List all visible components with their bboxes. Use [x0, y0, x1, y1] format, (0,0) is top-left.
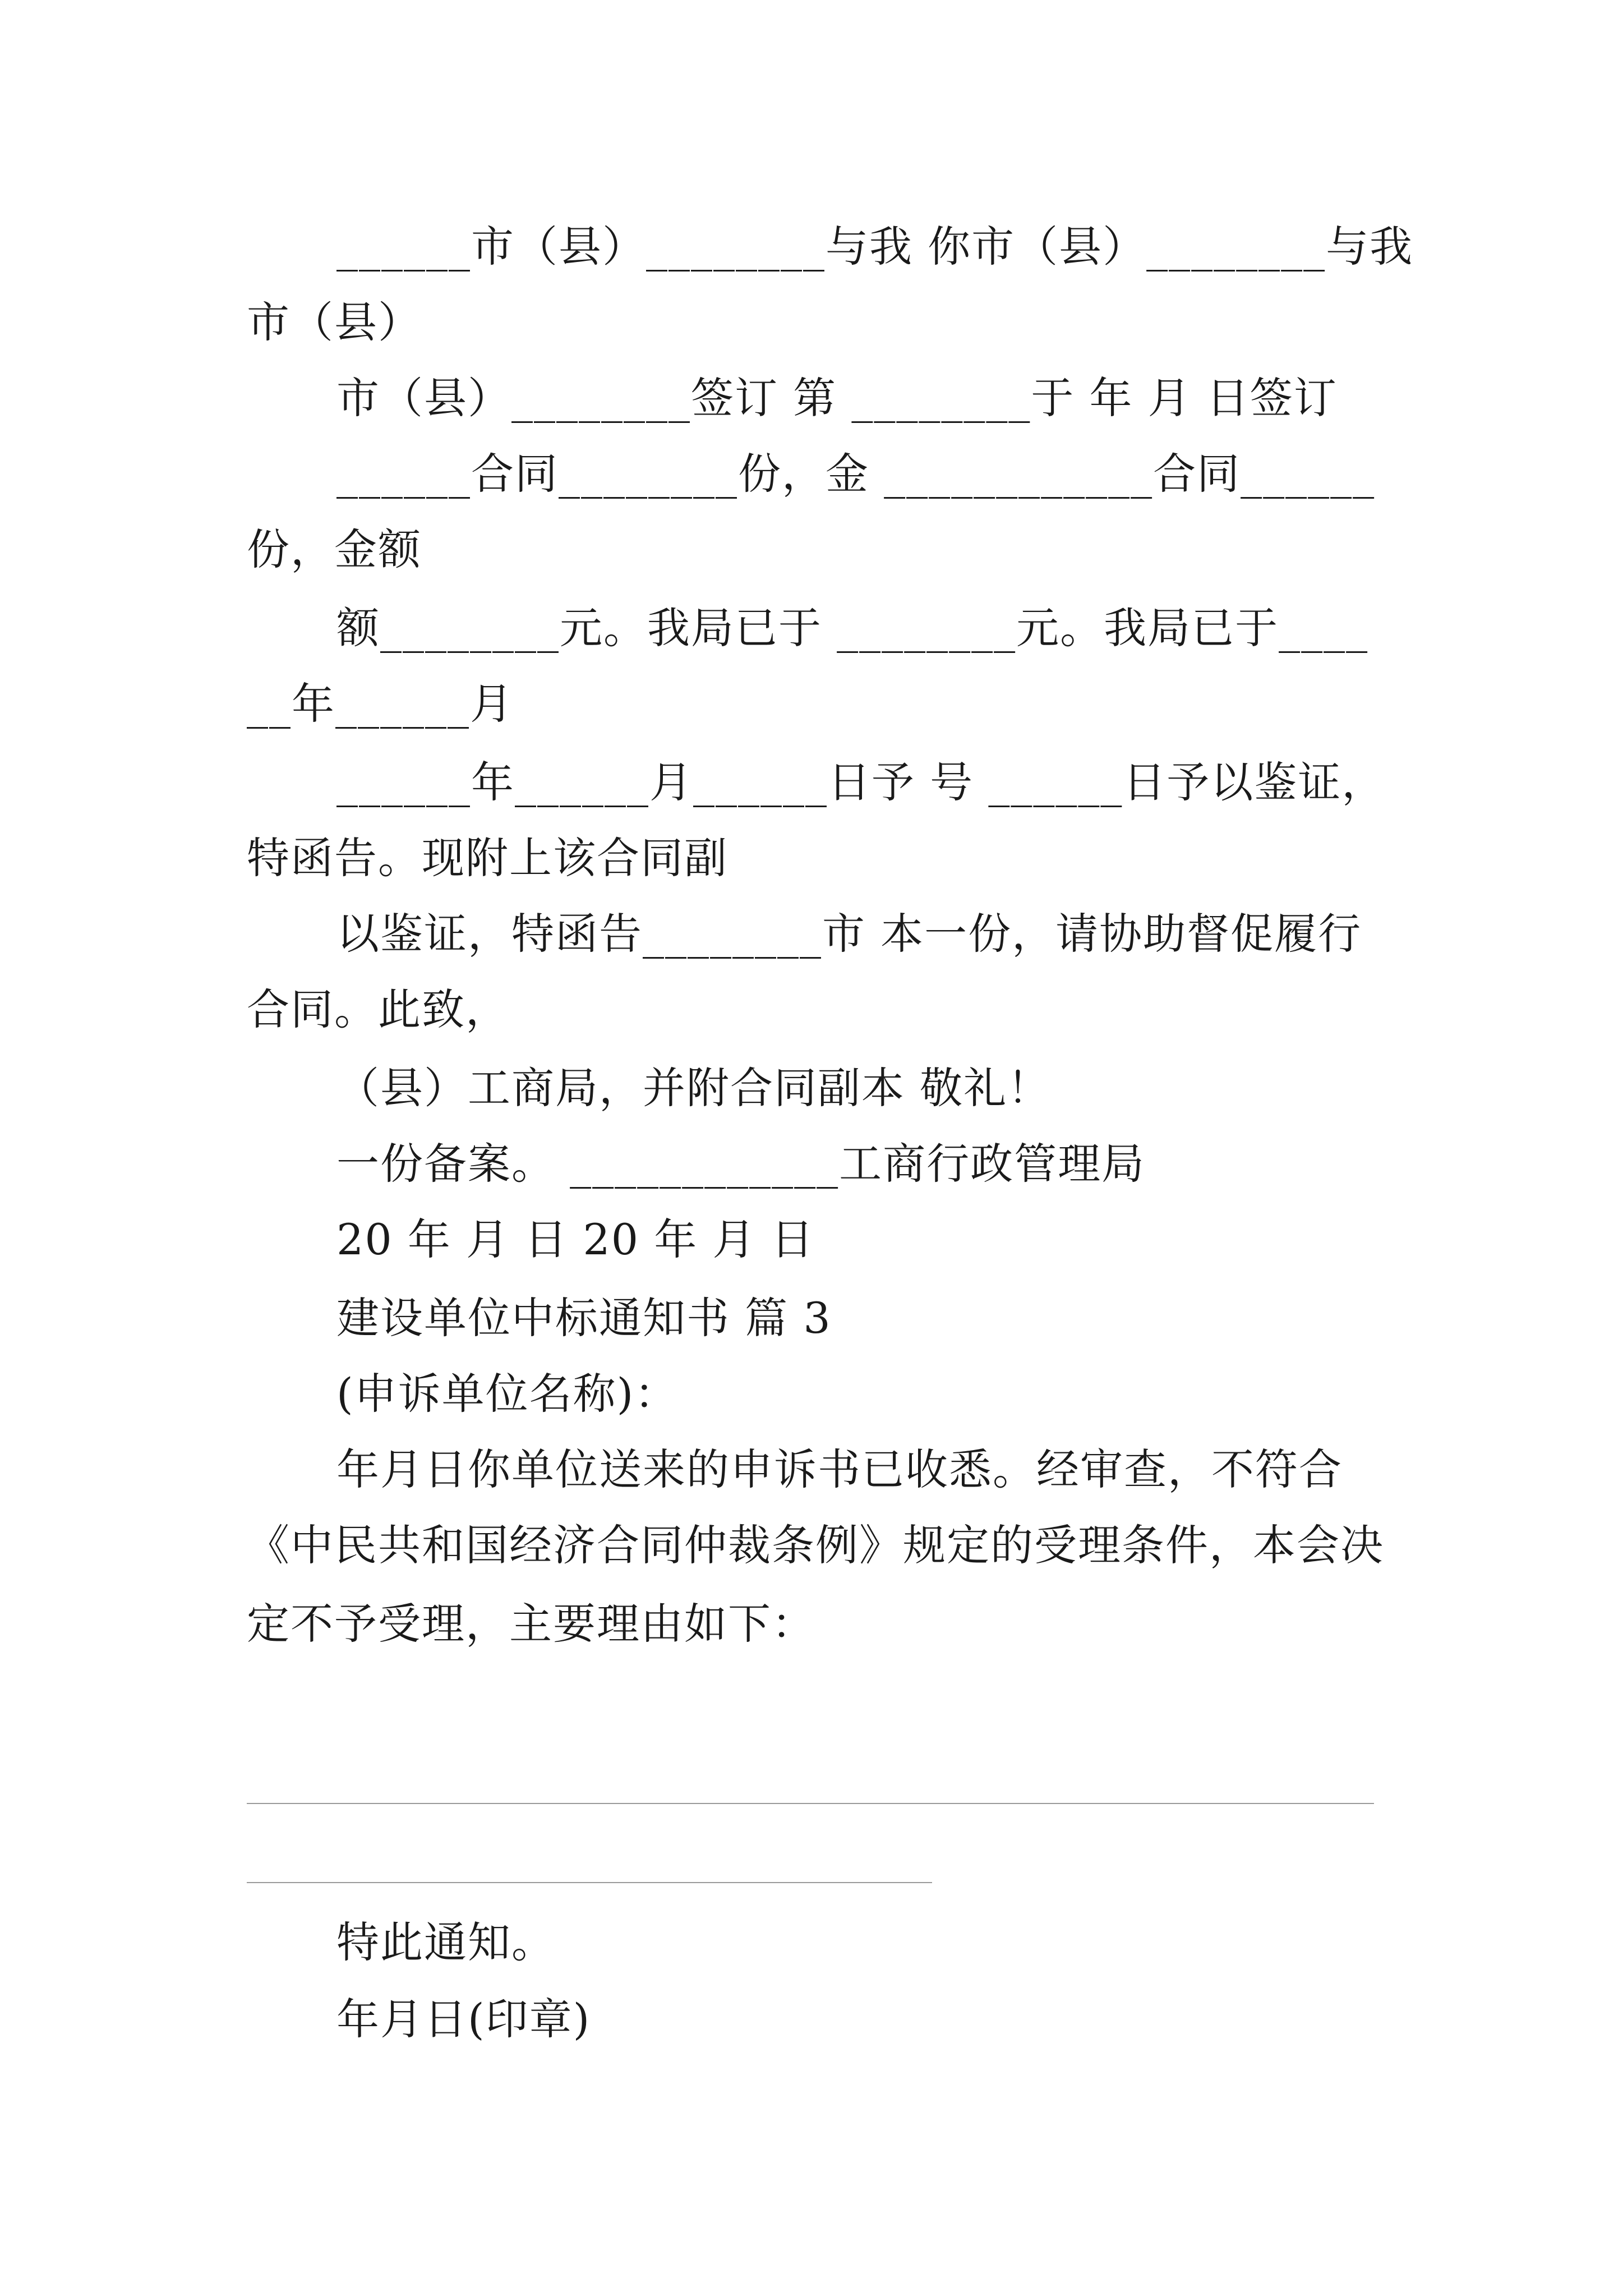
text-line-19: 定不予受理，主要理由如下： — [247, 1599, 815, 1649]
text-line-2: 市（县） — [247, 297, 422, 347]
text-line-9: 特函告。现附上该合同副 — [247, 833, 728, 883]
text-line-14: 20 年 月 日 20 年 月 日 — [336, 1214, 815, 1264]
text-line-10: 以鉴证，特函告________市 本一份，请协助督促履行 — [336, 909, 1362, 959]
text-line-11: 合同。此致， — [247, 984, 509, 1034]
text-line-3: 市（县）________签订 第 ________于 年 月 日签订 — [336, 373, 1338, 423]
text-line-18: 《中民共和国经济合同仲裁条例》规定的受理条件，本会决 — [247, 1520, 1384, 1570]
date-seal-line: 年月日(印章) — [336, 1994, 591, 2044]
text-line-8: ______年______月______日予 号 ______日予以鉴证， — [336, 757, 1386, 807]
blank-rule-2 — [247, 1882, 932, 1883]
text-line-1: ______市（县）________与我 你市（县）________与我 — [336, 222, 1414, 272]
text-line-13: 一份备案。 ____________工商行政管理局 — [336, 1139, 1146, 1189]
text-line-12: （县）工商局，并附合同副本 敬礼！ — [336, 1063, 1052, 1113]
text-line-5: 份，金额 — [247, 524, 422, 574]
closing-line: 特此通知。 — [336, 1917, 555, 1967]
text-line-4: ______合同________份，金 ____________合同______ — [336, 449, 1376, 499]
addressee-line: (申诉单位名称)： — [336, 1369, 679, 1419]
section-heading: 建设单位中标通知书 篇 3 — [336, 1293, 832, 1343]
text-line-7: __年______月 — [247, 679, 514, 729]
blank-rule-1 — [247, 1803, 1374, 1804]
text-line-6: 额________元。我局已于 ________元。我局已于____ — [336, 603, 1369, 653]
text-line-17: 年月日你单位送来的申诉书已收悉。经审查，不符合 — [336, 1444, 1343, 1494]
